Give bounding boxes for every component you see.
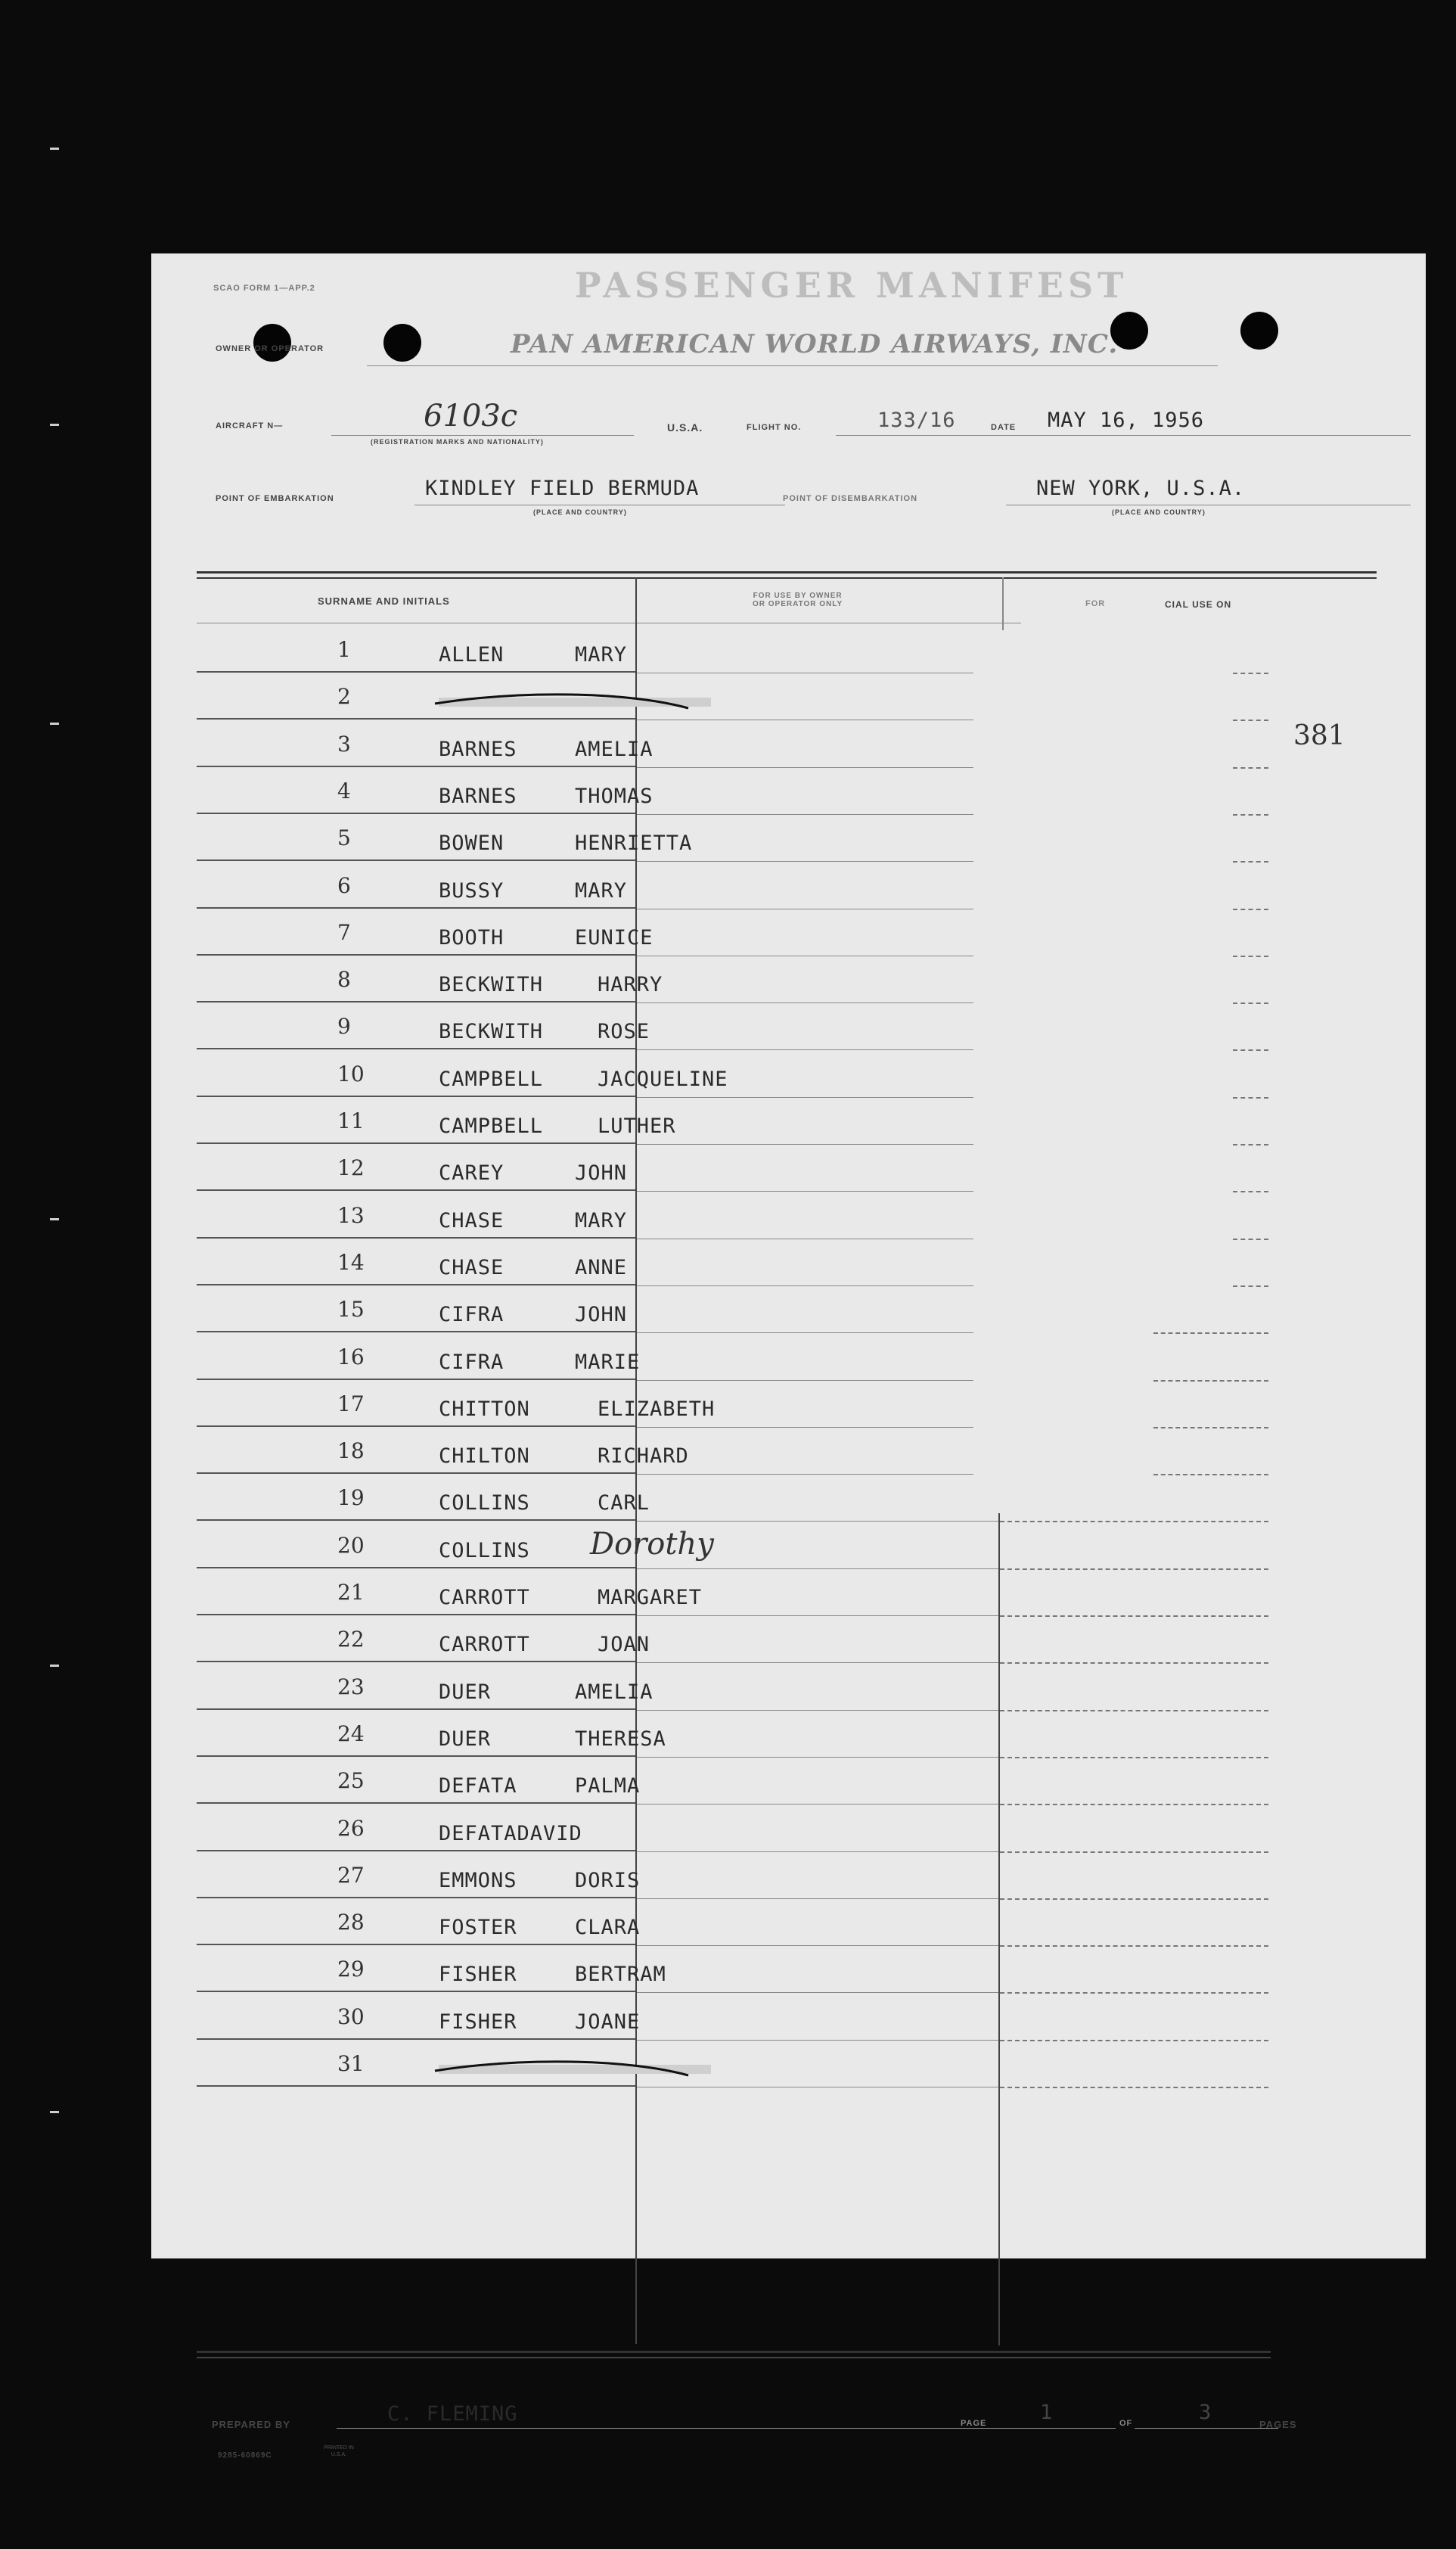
- row-rule-owner: [637, 1521, 998, 1522]
- table-row: [151, 1438, 1426, 1485]
- row-rule-official: [1153, 1380, 1268, 1382]
- row-rule-official: [1233, 1097, 1268, 1099]
- row-rule-name: [197, 671, 635, 673]
- embark-label: POINT OF EMBARKATION: [216, 494, 334, 503]
- operator-line: [367, 365, 1218, 366]
- table-row: [151, 1863, 1426, 1910]
- table-row: [151, 920, 1426, 967]
- passenger-surname: BUSSY: [439, 879, 504, 903]
- passenger-surname: DEFATADAVID: [439, 1822, 582, 1845]
- row-rule-official: [1233, 767, 1268, 769]
- row-number: 1: [337, 637, 351, 662]
- passenger-given-name: ELIZABETH: [598, 1397, 716, 1421]
- margin-number: 381: [1293, 720, 1346, 751]
- passenger-given-name: Dorothy: [590, 1527, 714, 1562]
- table-row: [151, 1721, 1426, 1768]
- table-bottom-rule: [197, 2357, 1271, 2358]
- of-label: OF: [1119, 2419, 1133, 2428]
- row-rule-name: [197, 907, 635, 909]
- row-rule-official: [1153, 1474, 1268, 1475]
- passenger-given-name: CLARA: [575, 1916, 641, 1939]
- row-number: 27: [337, 1863, 365, 1888]
- table-row: [151, 1957, 1426, 2003]
- row-rule-name: [197, 1519, 635, 1521]
- table-row: [151, 1203, 1426, 1250]
- struck-entry: [431, 687, 734, 717]
- row-rule-owner: [637, 767, 973, 768]
- row-number: 31: [337, 2051, 365, 2076]
- column-header-name: SURNAME AND INITIALS: [318, 595, 450, 607]
- passenger-given-name: RICHARD: [598, 1444, 689, 1468]
- passenger-surname: CAREY: [439, 1161, 504, 1185]
- row-rule-name: [197, 1189, 635, 1191]
- row-rule-owner: [637, 1474, 973, 1475]
- row-rule-owner: [637, 1945, 998, 1946]
- row-rule-owner: [637, 1285, 973, 1286]
- usa-label: U.S.A.: [667, 421, 703, 434]
- passenger-surname: BOOTH: [439, 926, 504, 950]
- row-rule-official: [1000, 1992, 1268, 1994]
- row-rule-name: [197, 813, 635, 814]
- row-number: 24: [337, 1721, 365, 1746]
- passenger-given-name: JOANE: [575, 2010, 641, 2034]
- pages-label: PAGES: [1259, 2419, 1297, 2430]
- row-rule-name: [197, 1237, 635, 1239]
- passenger-given-name: MARGARET: [598, 1586, 703, 1609]
- row-rule-owner: [637, 861, 973, 862]
- row-rule-official: [1000, 1521, 1268, 1522]
- row-rule-owner: [637, 1380, 973, 1381]
- row-rule-owner: [637, 1615, 998, 1616]
- row-rule-official: [1153, 1427, 1268, 1428]
- column-header-owner-line2: OR OPERATOR ONLY: [753, 600, 843, 608]
- row-rule-official: [1233, 814, 1268, 816]
- aircraft-caption: (REGISTRATION MARKS AND NATIONALITY): [371, 438, 544, 446]
- edge-mark: [50, 424, 59, 426]
- row-number: 19: [337, 1485, 365, 1510]
- passenger-surname: CIFRA: [439, 1351, 504, 1374]
- row-number: 28: [337, 1910, 365, 1935]
- row-rule-owner: [637, 2040, 998, 2041]
- table-row: [151, 1297, 1426, 1344]
- disembark-label: POINT OF DISEMBARKATION: [783, 494, 918, 503]
- row-number: 13: [337, 1203, 365, 1228]
- table-row: [151, 1108, 1426, 1155]
- passenger-given-name: CARL: [598, 1491, 650, 1515]
- row-rule-official: [1233, 720, 1268, 721]
- embark-caption: (PLACE AND COUNTRY): [533, 508, 627, 516]
- table-row: [151, 1062, 1426, 1108]
- row-rule-official: [1000, 1662, 1268, 1664]
- passenger-given-name: MARY: [575, 1209, 628, 1233]
- passenger-surname: DUER: [439, 1680, 492, 1704]
- table-row: [151, 873, 1426, 920]
- punch-hole: [383, 324, 421, 362]
- passenger-surname: CHILTON: [439, 1444, 530, 1468]
- row-number: 17: [337, 1391, 365, 1416]
- row-number: 14: [337, 1250, 365, 1275]
- row-rule-owner: [637, 1144, 973, 1145]
- row-rule-official: [1000, 2087, 1268, 2088]
- passenger-surname: BECKWITH: [439, 1020, 544, 1043]
- table-row: [151, 637, 1426, 684]
- row-rule-name: [197, 954, 635, 956]
- table-row: [151, 1768, 1426, 1815]
- row-rule-name: [197, 1850, 635, 1851]
- row-rule-name: [197, 1661, 635, 1662]
- row-rule-owner: [637, 1427, 973, 1428]
- row-rule-name: [197, 1802, 635, 1804]
- table-row: [151, 732, 1426, 779]
- row-rule-name: [197, 718, 635, 720]
- row-rule-official: [1000, 2040, 1268, 2041]
- passenger-given-name: THOMAS: [575, 785, 653, 808]
- row-rule-official: [1000, 1757, 1268, 1758]
- table-row: [151, 779, 1426, 825]
- table-row: [151, 1674, 1426, 1721]
- column-header-owner-line1: FOR USE BY OWNER: [753, 592, 843, 600]
- row-rule-official: [1233, 1049, 1268, 1051]
- table-top-rule: [197, 571, 1377, 574]
- passenger-given-name: LUTHER: [598, 1114, 676, 1138]
- table-row: [151, 1580, 1426, 1627]
- form-code: SCAO FORM 1—APP.2: [213, 284, 315, 293]
- aircraft-line: [331, 435, 634, 436]
- row-number: 4: [337, 779, 351, 804]
- row-rule-name: [197, 1284, 635, 1285]
- row-number: 11: [337, 1108, 365, 1133]
- edge-mark: [50, 1665, 59, 1667]
- table-top-rule: [197, 577, 1377, 579]
- passenger-given-name: PALMA: [575, 1774, 641, 1798]
- disembark-value: NEW YORK, U.S.A.: [1036, 477, 1246, 500]
- passenger-surname: EMMONS: [439, 1869, 517, 1892]
- table-row: [151, 684, 1426, 731]
- column-divider: [1002, 577, 1004, 630]
- table-row: [151, 1485, 1426, 1532]
- row-rule-official: [1000, 1851, 1268, 1853]
- passenger-surname: DUER: [439, 1727, 492, 1751]
- row-rule-owner: [637, 1662, 998, 1663]
- row-number: 6: [337, 873, 351, 898]
- table-row: [151, 1527, 1426, 1580]
- edge-mark: [50, 148, 59, 150]
- passenger-surname: CARROTT: [439, 1586, 530, 1609]
- passenger-surname: CHITTON: [439, 1397, 530, 1421]
- row-number: 29: [337, 1957, 365, 1982]
- table-row: [151, 1014, 1426, 1061]
- disembark-caption: (PLACE AND COUNTRY): [1112, 508, 1206, 516]
- passenger-given-name: MARY: [575, 879, 628, 903]
- passenger-surname: COLLINS: [439, 1539, 530, 1562]
- passenger-surname: COLLINS: [439, 1491, 530, 1515]
- row-rule-owner: [637, 1757, 998, 1758]
- passenger-surname: DEFATA: [439, 1774, 517, 1798]
- passenger-given-name: AMELIA: [575, 738, 653, 761]
- passenger-surname: CAMPBELL: [439, 1068, 544, 1091]
- row-rule-owner: [637, 1898, 998, 1899]
- aircraft-number: 6103c: [424, 399, 518, 434]
- row-rule-name: [197, 1048, 635, 1049]
- printed-mark: PRINTED IN U.S.A.: [324, 2445, 354, 2457]
- row-number: 16: [337, 1344, 365, 1369]
- row-rule-official: [1000, 1615, 1268, 1617]
- row-rule-name: [197, 1897, 635, 1898]
- row-rule-official: [1233, 673, 1268, 674]
- table-row: [151, 1816, 1426, 1863]
- edge-mark: [50, 2111, 59, 2113]
- flight-label: FLIGHT NO.: [747, 423, 802, 432]
- table-row: [151, 1910, 1426, 1957]
- passenger-given-name: THERESA: [575, 1727, 666, 1751]
- passenger-surname: CAMPBELL: [439, 1114, 544, 1138]
- table-row: [151, 825, 1426, 872]
- flight-date-line: [836, 435, 1411, 436]
- footer-code: 9285-60869C: [218, 2451, 272, 2460]
- passenger-given-name: JACQUELINE: [598, 1068, 728, 1091]
- row-rule-name: [197, 1755, 635, 1757]
- row-rule-owner: [637, 1568, 998, 1569]
- row-number: 23: [337, 1674, 365, 1699]
- row-rule-official: [1233, 956, 1268, 957]
- table-row: [151, 1391, 1426, 1438]
- page-line: [1135, 2428, 1278, 2429]
- passenger-given-name: HARRY: [598, 973, 663, 996]
- flight-number: 133/16: [877, 409, 956, 432]
- row-rule-official: [1233, 1003, 1268, 1004]
- row-rule-name: [197, 1614, 635, 1615]
- row-number: 25: [337, 1768, 365, 1793]
- aircraft-label: AIRCRAFT N—: [216, 421, 284, 431]
- row-rule-name: [197, 1331, 635, 1332]
- row-rule-owner: [637, 1804, 998, 1805]
- column-header-owner: [753, 592, 843, 608]
- edge-mark: [50, 1218, 59, 1220]
- row-number: 15: [337, 1297, 365, 1322]
- embark-value: KINDLEY FIELD BERMUDA: [425, 477, 700, 500]
- page-number: 1: [1040, 2401, 1054, 2424]
- passenger-surname: CIFRA: [439, 1303, 504, 1326]
- operator-name: PAN AMERICAN WORLD AIRWAYS, INC.: [511, 329, 1119, 359]
- punch-hole: [1240, 312, 1278, 350]
- table-row: [151, 1250, 1426, 1297]
- passenger-given-name: BERTRAM: [575, 1963, 666, 1986]
- page-label: PAGE: [961, 2419, 987, 2428]
- row-rule-owner: [637, 1851, 998, 1852]
- passenger-surname: CHASE: [439, 1209, 504, 1233]
- passenger-given-name: ROSE: [598, 1020, 650, 1043]
- row-rule-name: [197, 1142, 635, 1144]
- row-rule-name: [197, 1991, 635, 1992]
- passenger-given-name: HENRIETTA: [575, 832, 693, 855]
- row-rule-official: [1233, 909, 1268, 910]
- row-rule-name: [197, 860, 635, 861]
- row-rule-name: [197, 1567, 635, 1568]
- passenger-surname: FISHER: [439, 1963, 517, 1986]
- passenger-given-name: MARIE: [575, 1351, 641, 1374]
- row-number: 10: [337, 1062, 365, 1086]
- prepared-value: C. FLEMING: [387, 2402, 518, 2426]
- passenger-surname: BOWEN: [439, 832, 504, 855]
- passenger-given-name: JOHN: [575, 1303, 628, 1326]
- manifest-page: [151, 253, 1426, 2460]
- prepared-line: [337, 2428, 1116, 2429]
- passenger-surname: FOSTER: [439, 1916, 517, 1939]
- edge-mark: [50, 723, 59, 725]
- passenger-surname: BARNES: [439, 785, 517, 808]
- row-number: 26: [337, 1816, 365, 1841]
- row-rule-owner: [637, 1049, 973, 1050]
- row-rule-name: [197, 1425, 635, 1427]
- row-number: 8: [337, 967, 351, 992]
- table-bottom-rule: [197, 2351, 1271, 2353]
- column-header-official-b: CIAL USE ON: [1165, 599, 1232, 610]
- row-number: 20: [337, 1533, 365, 1558]
- row-rule-name: [197, 1944, 635, 1945]
- row-rule-owner: [637, 1710, 998, 1711]
- passenger-given-name: AMELIA: [575, 1680, 653, 1704]
- date-label: DATE: [991, 423, 1017, 432]
- row-rule-official: [1153, 1332, 1268, 1334]
- passenger-surname: BECKWITH: [439, 973, 544, 996]
- table-row: [151, 2004, 1426, 2051]
- row-rule-name: [197, 2085, 635, 2087]
- passenger-surname: BARNES: [439, 738, 517, 761]
- row-number: 9: [337, 1014, 351, 1039]
- row-number: 21: [337, 1580, 365, 1605]
- passenger-surname: CARROTT: [439, 1633, 530, 1656]
- table-row: [151, 1627, 1426, 1674]
- row-rule-official: [1000, 1898, 1268, 1900]
- table-row: [151, 1155, 1426, 1202]
- punch-hole: [253, 324, 291, 362]
- row-rule-official: [1000, 1804, 1268, 1805]
- row-number: 2: [337, 684, 351, 709]
- row-rule-name: [197, 1096, 635, 1097]
- row-rule-official: [1000, 1568, 1268, 1570]
- row-rule-official: [1233, 861, 1268, 863]
- passenger-surname: ALLEN: [439, 643, 504, 667]
- passenger-given-name: JOAN: [598, 1633, 650, 1656]
- row-rule-name: [197, 2038, 635, 2040]
- row-number: 3: [337, 732, 351, 757]
- row-rule-name: [197, 766, 635, 767]
- table-row: [151, 2051, 1426, 2098]
- operator-label: OWNER OR OPERATOR: [216, 344, 324, 353]
- prepared-label: PREPARED BY: [212, 2419, 290, 2430]
- row-rule-owner: [637, 1332, 973, 1333]
- passenger-given-name: JOHN: [575, 1161, 628, 1185]
- table-row: [151, 967, 1426, 1014]
- row-rule-owner: [637, 1191, 973, 1192]
- row-rule-owner: [637, 1097, 973, 1098]
- row-rule-name: [197, 1001, 635, 1003]
- column-header-official-a: FOR: [1085, 599, 1106, 608]
- row-number: 5: [337, 825, 351, 850]
- row-number: 12: [337, 1155, 365, 1180]
- passenger-surname: CHASE: [439, 1256, 504, 1279]
- passenger-given-name: DORIS: [575, 1869, 641, 1892]
- row-rule-name: [197, 1472, 635, 1474]
- passenger-given-name: MARY: [575, 643, 628, 667]
- table-row: [151, 1344, 1426, 1391]
- row-number: 18: [337, 1438, 365, 1463]
- row-rule-official: [1233, 1285, 1268, 1287]
- row-rule-official: [1233, 1191, 1268, 1192]
- row-rule-name: [197, 1708, 635, 1710]
- passenger-given-name: EUNICE: [575, 926, 653, 950]
- passenger-surname: FISHER: [439, 2010, 517, 2034]
- row-rule-owner: [637, 814, 973, 815]
- row-rule-official: [1233, 1239, 1268, 1240]
- row-rule-owner: [637, 1992, 998, 1993]
- struck-entry: [431, 2054, 734, 2084]
- row-rule-official: [1233, 1144, 1268, 1145]
- row-rule-name: [197, 1379, 635, 1380]
- row-number: 30: [337, 2004, 365, 2029]
- form-title: PASSENGER MANIFEST: [575, 265, 1128, 306]
- row-rule-official: [1000, 1945, 1268, 1947]
- passenger-given-name: ANNE: [575, 1256, 628, 1279]
- row-rule-official: [1000, 1710, 1268, 1711]
- row-number: 7: [337, 920, 351, 945]
- page-total: 3: [1199, 2401, 1212, 2424]
- flight-date: MAY 16, 1956: [1048, 409, 1205, 432]
- row-number: 22: [337, 1627, 365, 1652]
